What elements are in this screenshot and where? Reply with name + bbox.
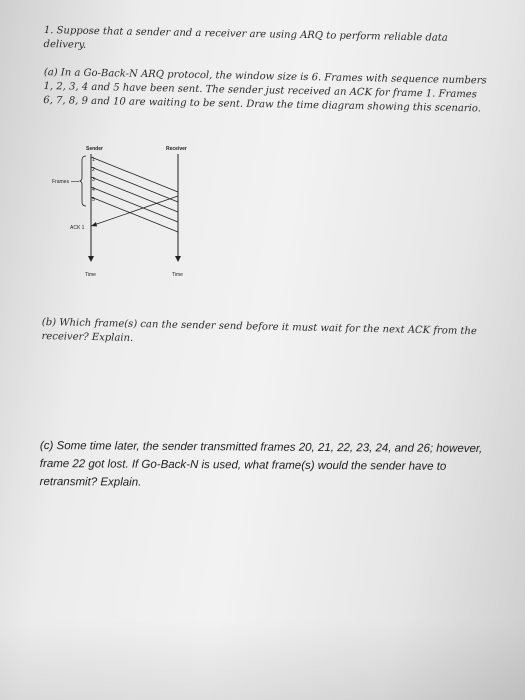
frame-number-2: 2 <box>92 167 95 173</box>
ack-label: ACK 1 <box>70 225 85 231</box>
ack-line <box>91 196 178 226</box>
frames-brace <box>80 156 86 206</box>
frame-line-4 <box>91 187 178 222</box>
frames-label: Frames <box>52 179 69 185</box>
frame-line-1 <box>91 157 178 192</box>
frame-number-1: 1 <box>92 157 95 163</box>
frame-number-4: 4 <box>92 187 95 193</box>
frame-line-3 <box>91 177 178 212</box>
receiver-time-label: Time <box>172 272 183 278</box>
page-shadow <box>0 620 525 700</box>
sender-label: Sender <box>86 146 103 152</box>
question-1b-text: (b) Which frame(s) can the sender send before it must wait for the next ACK from the receiver? Explain. <box>41 316 477 344</box>
frame-number-3: 3 <box>92 177 95 183</box>
receiver-label: Receiver <box>166 146 187 152</box>
sender-time-arrow <box>88 256 94 262</box>
receiver-time-arrow <box>175 256 181 262</box>
question-1c-text: (c) Some time later, the sender transmitted frames 20, 21, 22, 23, 24, and 26; however, frame 22 got lost. If Go-Back-N is used, what frame(s) would the sender have to retransmit? Explain. <box>39 439 483 489</box>
frame-number-5: 5 <box>92 197 95 203</box>
time-diagram <box>40 140 220 290</box>
sender-time-label: Time <box>85 272 96 278</box>
question-1a-text: (a) In a Go-Back-N ARQ protocol, the window size is 6. Frames with sequence numbers 1, 2, 3, 4 and 5 have been sent. The sender just received an ACK for frame 1. Frames 6, 7, 8, 9 and 10 are waiting to be sent. Draw the time diagram showing this scenario. <box>43 66 487 115</box>
ack-arrowhead <box>91 222 97 227</box>
question-1-intro: 1. Suppose that a sender and a receiver are using ARQ to perform reliable data delivery. <box>43 24 448 51</box>
frame-line-5 <box>91 197 178 232</box>
frame-line-2 <box>91 167 178 202</box>
